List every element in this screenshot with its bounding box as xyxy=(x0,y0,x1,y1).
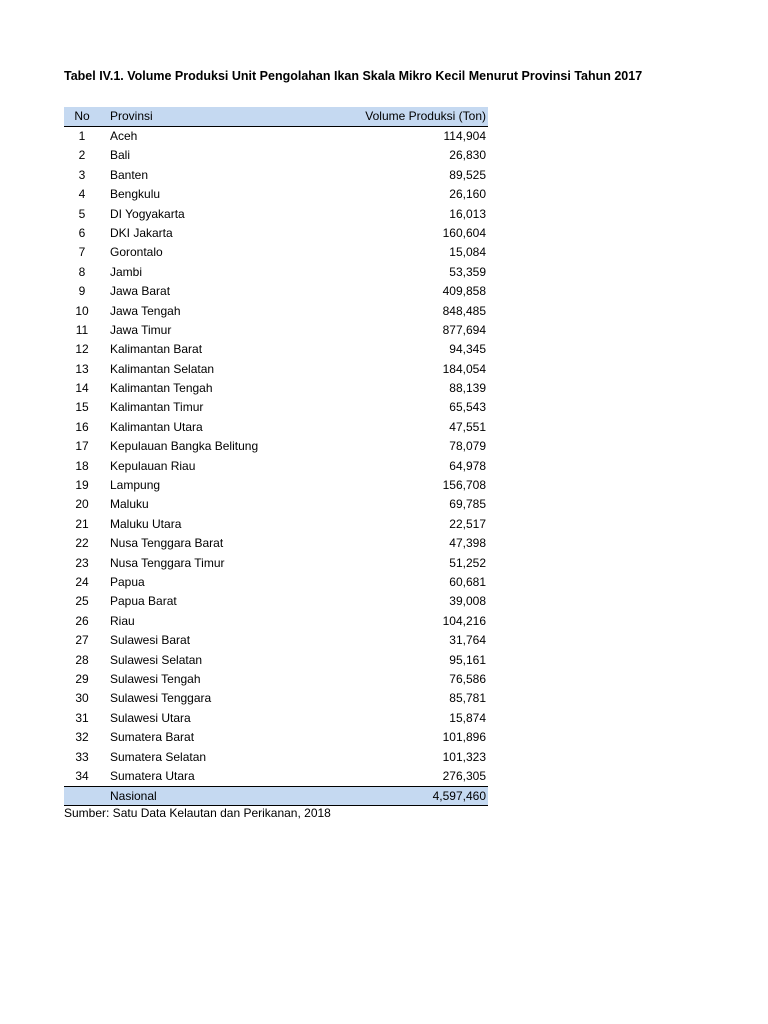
header-no: No xyxy=(74,109,90,123)
cell-no: 8 xyxy=(78,264,86,279)
cell-provinsi: Aceh xyxy=(110,129,138,143)
cell-provinsi: Kalimantan Timur xyxy=(110,400,204,415)
cell-no: 27 xyxy=(75,633,89,648)
cell-provinsi: Kalimantan Selatan xyxy=(110,361,215,376)
source-note: Sumber: Satu Data Kelautan dan Perikanan, 2018 xyxy=(64,806,331,820)
cell-no: 1 xyxy=(78,129,86,143)
table-header xyxy=(64,107,488,127)
cell-no: 21 xyxy=(75,516,89,531)
cell-no: 18 xyxy=(75,458,89,473)
table-row xyxy=(64,437,488,456)
table-row xyxy=(64,379,488,398)
table-title: Tabel IV.1. Volume Produksi Unit Pengolahan Ikan Skala Mikro Kecil Menurut Provinsi Tahun 2017 xyxy=(64,69,643,83)
cell-volume: 64,978 xyxy=(449,458,486,473)
cell-volume: 65,543 xyxy=(449,400,486,415)
cell-volume: 47,398 xyxy=(449,536,486,551)
cell-volume: 60,681 xyxy=(449,574,486,589)
total-no xyxy=(64,787,100,805)
production-table xyxy=(64,107,488,806)
table-row xyxy=(64,360,488,379)
cell-volume: 85,781 xyxy=(449,691,486,706)
table-row xyxy=(64,554,488,573)
cell-volume: 16,013 xyxy=(449,206,486,221)
header-volume: Volume Produksi (Ton) xyxy=(365,109,486,123)
cell-volume: 53,359 xyxy=(449,264,486,279)
table-row xyxy=(64,457,488,476)
cell-provinsi: Nusa Tenggara Barat xyxy=(110,536,224,551)
cell-no: 20 xyxy=(75,497,89,512)
table-body xyxy=(64,127,488,786)
cell-provinsi: Kalimantan Utara xyxy=(110,419,203,434)
table-row xyxy=(64,631,488,650)
cell-volume: 69,785 xyxy=(449,497,486,512)
table-row xyxy=(64,651,488,670)
cell-provinsi: Banten xyxy=(110,167,149,182)
cell-provinsi: Jambi xyxy=(110,264,143,279)
cell-volume: 184,054 xyxy=(442,361,486,376)
cell-volume: 39,008 xyxy=(449,594,486,609)
cell-provinsi: Riau xyxy=(110,613,135,628)
cell-no: 30 xyxy=(75,691,89,706)
cell-no: 13 xyxy=(75,361,89,376)
cell-no: 32 xyxy=(75,730,89,745)
cell-no: 22 xyxy=(75,536,89,551)
cell-no: 16 xyxy=(75,419,89,434)
table-row xyxy=(64,302,488,321)
cell-no: 26 xyxy=(75,613,89,628)
cell-volume: 848,485 xyxy=(442,303,486,318)
cell-volume: 160,604 xyxy=(442,225,486,240)
cell-provinsi: Jawa Timur xyxy=(110,322,172,337)
cell-no: 24 xyxy=(75,574,89,589)
cell-no: 34 xyxy=(75,768,89,783)
cell-provinsi: Nusa Tenggara Timur xyxy=(110,555,225,570)
table-row xyxy=(64,321,488,340)
cell-provinsi: Papua Barat xyxy=(110,594,177,609)
table-row xyxy=(64,689,488,708)
cell-provinsi: Sulawesi Tengah xyxy=(110,671,201,686)
cell-provinsi: Lampung xyxy=(110,478,161,493)
table-row xyxy=(64,398,488,417)
cell-provinsi: Kalimantan Barat xyxy=(110,342,203,357)
cell-no: 5 xyxy=(78,206,86,221)
cell-no: 9 xyxy=(78,284,86,299)
cell-volume: 15,874 xyxy=(449,710,486,725)
cell-provinsi: Sulawesi Tenggara xyxy=(110,691,212,706)
cell-no: 25 xyxy=(75,594,89,609)
table-row xyxy=(64,166,488,185)
cell-provinsi: Sumatera Selatan xyxy=(110,749,207,764)
cell-volume: 94,345 xyxy=(449,342,486,357)
cell-volume: 78,079 xyxy=(449,439,486,454)
cell-provinsi: Gorontalo xyxy=(110,245,163,260)
cell-volume: 101,896 xyxy=(442,730,486,745)
table-row xyxy=(64,205,488,224)
table-row xyxy=(64,243,488,262)
cell-no: 2 xyxy=(78,148,86,163)
cell-no: 10 xyxy=(75,303,89,318)
table-row xyxy=(64,534,488,553)
cell-provinsi: Kepulauan Bangka Belitung xyxy=(110,439,259,454)
cell-no: 14 xyxy=(75,381,89,396)
cell-no: 28 xyxy=(75,652,89,667)
cell-no: 17 xyxy=(75,439,89,454)
table-row xyxy=(64,515,488,534)
table-row xyxy=(64,748,488,767)
cell-no: 12 xyxy=(75,342,89,357)
table-row xyxy=(64,592,488,611)
header-provinsi: Provinsi xyxy=(110,109,153,123)
cell-provinsi: Kepulauan Riau xyxy=(110,458,196,473)
cell-provinsi: Sulawesi Utara xyxy=(110,710,191,725)
cell-no: 19 xyxy=(75,478,89,493)
cell-provinsi: Papua xyxy=(110,574,145,589)
cell-volume: 156,708 xyxy=(442,478,486,493)
table-row xyxy=(64,767,488,786)
cell-no: 7 xyxy=(78,245,86,260)
table-row xyxy=(64,263,488,282)
cell-provinsi: DKI Jakarta xyxy=(110,225,173,240)
cell-volume: 31,764 xyxy=(449,633,486,648)
cell-provinsi: Sumatera Utara xyxy=(110,768,195,783)
cell-provinsi: Sulawesi Selatan xyxy=(110,652,203,667)
cell-provinsi: Bengkulu xyxy=(110,187,161,202)
cell-volume: 101,323 xyxy=(442,749,486,764)
total-label: Nasional xyxy=(110,789,157,804)
table-row xyxy=(64,418,488,437)
table-row xyxy=(64,728,488,747)
cell-volume: 26,160 xyxy=(449,187,486,202)
cell-no: 33 xyxy=(75,749,89,764)
cell-volume: 89,525 xyxy=(449,167,486,182)
cell-volume: 114,904 xyxy=(443,129,486,143)
cell-no: 11 xyxy=(75,322,89,337)
cell-provinsi: Sulawesi Barat xyxy=(110,633,191,648)
cell-no: 23 xyxy=(75,555,89,570)
table-row xyxy=(64,127,488,146)
cell-provinsi: Maluku xyxy=(110,497,149,512)
table-row xyxy=(64,282,488,301)
cell-no: 3 xyxy=(78,167,86,182)
table-row xyxy=(64,495,488,514)
table-total-row xyxy=(64,786,488,806)
cell-volume: 22,517 xyxy=(449,516,486,531)
cell-no: 15 xyxy=(75,400,89,415)
cell-volume: 26,830 xyxy=(449,148,486,163)
table-row xyxy=(64,670,488,689)
cell-provinsi: DI Yogyakarta xyxy=(110,206,185,221)
cell-volume: 276,305 xyxy=(442,768,486,783)
table-row xyxy=(64,573,488,592)
total-volume: 4,597,460 xyxy=(432,789,486,804)
table-row xyxy=(64,476,488,495)
table-row xyxy=(64,224,488,243)
cell-volume: 95,161 xyxy=(449,652,486,667)
table-row xyxy=(64,146,488,165)
cell-no: 29 xyxy=(75,671,89,686)
cell-volume: 76,586 xyxy=(449,671,486,686)
cell-no: 4 xyxy=(78,187,86,202)
cell-provinsi: Maluku Utara xyxy=(110,516,182,531)
cell-provinsi: Bali xyxy=(110,148,131,163)
cell-volume: 88,139 xyxy=(449,381,486,396)
cell-volume: 47,551 xyxy=(449,419,486,434)
table-row xyxy=(64,612,488,631)
cell-volume: 104,216 xyxy=(442,613,486,628)
cell-no: 6 xyxy=(78,225,86,240)
cell-provinsi: Jawa Barat xyxy=(110,284,171,299)
cell-volume: 409,858 xyxy=(442,284,486,299)
cell-volume: 15,084 xyxy=(449,245,486,260)
table-row xyxy=(64,185,488,204)
cell-volume: 51,252 xyxy=(449,555,486,570)
table-row xyxy=(64,709,488,728)
cell-no: 31 xyxy=(75,710,89,725)
cell-provinsi: Jawa Tengah xyxy=(110,303,181,318)
cell-volume: 877,694 xyxy=(442,322,486,337)
cell-provinsi: Sumatera Barat xyxy=(110,730,195,745)
cell-provinsi: Kalimantan Tengah xyxy=(110,381,213,396)
table-row xyxy=(64,340,488,359)
